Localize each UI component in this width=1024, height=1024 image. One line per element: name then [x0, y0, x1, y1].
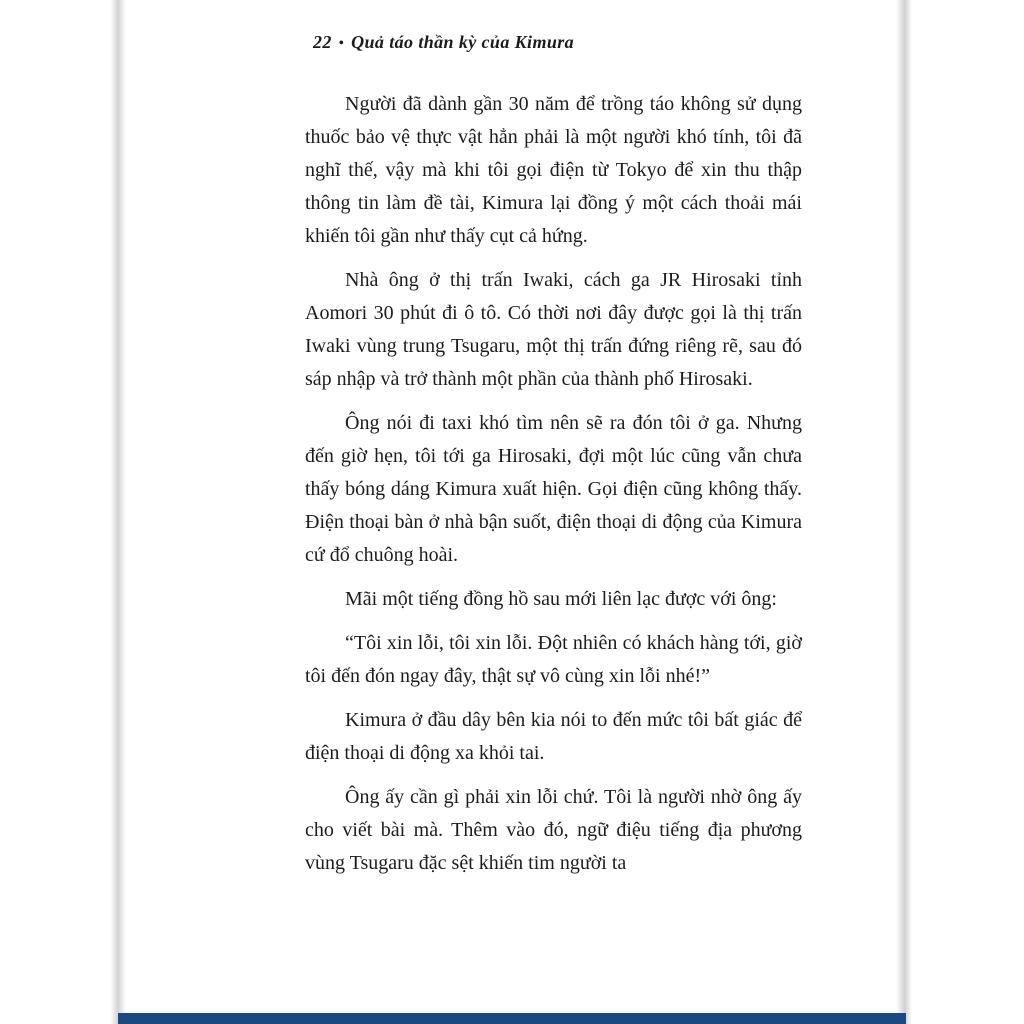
book-title: Quả táo thần kỳ của Kimura	[351, 32, 575, 52]
paragraph: Nhà ông ở thị trấn Iwaki, cách ga JR Hirosaki tỉnh Aomori 30 phút đi ô tô. Có thời nơi đây được gọi là thị trấn Iwaki vùng trung Tsugaru, một thị trấn đứng riêng rẽ, sau đó sáp nhập và trở thành một phần của thành phố Hirosaki.	[305, 269, 802, 390]
bottom-color-bar	[118, 1013, 906, 1024]
paragraph: Mãi một tiếng đồng hồ sau mới liên lạc được với ông:	[345, 588, 777, 610]
page-number: 22	[313, 32, 332, 52]
paragraph: “Tôi xin lỗi, tôi xin lỗi. Đột nhiên có khách hàng tới, giờ tôi đến đón ngay đây, thật sự vô cùng xin lỗi nhé!”	[305, 632, 802, 687]
paragraph: Người đã dành gần 30 năm để trồng táo không sử dụng thuốc bảo vệ thực vật hẳn phải là một người khó tính, tôi đã nghĩ thế, vậy mà khi tôi gọi điện từ Tokyo để xin thu thập thông tin làm đề tài, Kimura lại đồng ý một cách thoải mái khiến tôi gần như thấy cụt cả hứng.	[305, 93, 802, 247]
page-edge-left	[110, 0, 126, 1024]
body-text	[305, 88, 802, 891]
paragraph: Kimura ở đầu dây bên kia nói to đến mức tôi bất giác để điện thoại di động xa khỏi tai.	[305, 709, 802, 764]
header-separator-dot: •	[338, 36, 345, 51]
page-edge-right	[896, 0, 912, 1024]
paragraph: Ông ấy cần gì phải xin lỗi chứ. Tôi là người nhờ ông ấy cho viết bài mà. Thêm vào đó, ngữ điệu tiếng địa phương vùng Tsugaru đặc sệt khiến tim người ta	[305, 786, 802, 874]
paragraph: Ông nói đi taxi khó tìm nên sẽ ra đón tôi ở ga. Nhưng đến giờ hẹn, tôi tới ga Hirosaki, đợi một lúc cũng vẫn chưa thấy bóng dáng Kimura xuất hiện. Gọi điện cũng không thấy. Điện thoại bàn ở nhà bận suốt, điện thoại di động của Kimura cứ đổ chuông hoài.	[305, 412, 802, 566]
page-header	[313, 32, 574, 53]
